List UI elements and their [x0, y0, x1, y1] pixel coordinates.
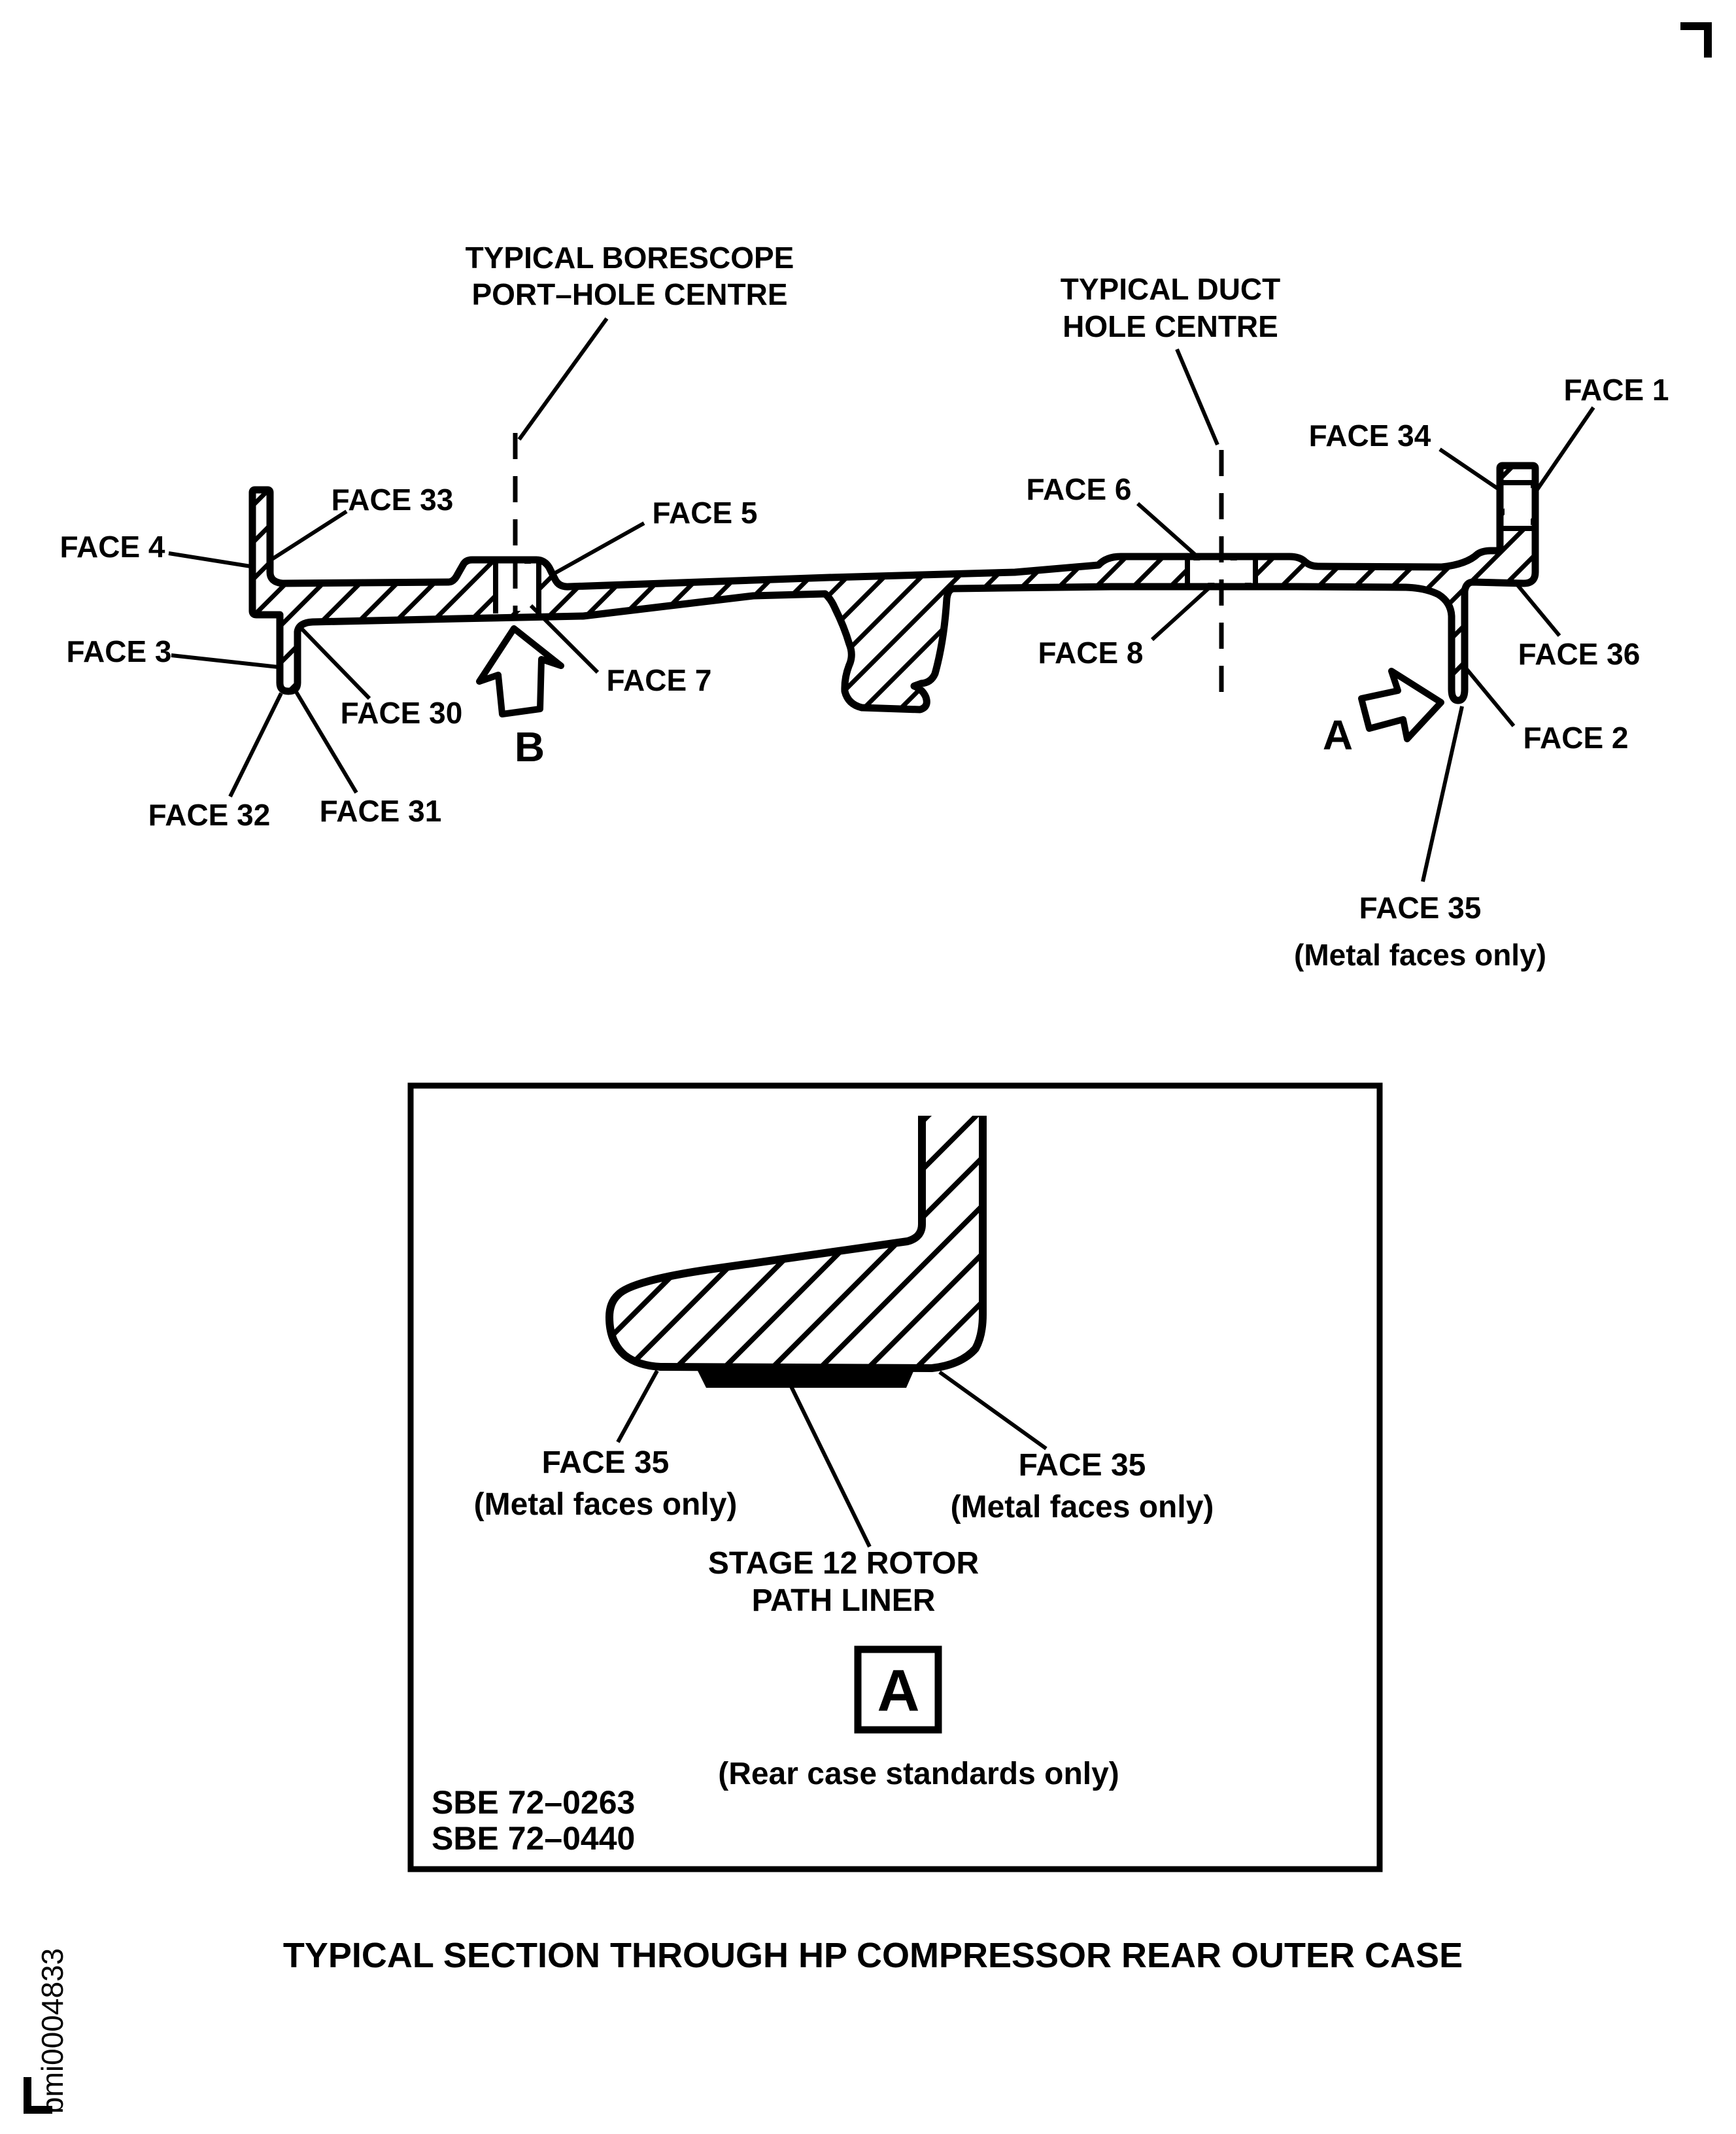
leader-face35-right [940, 1372, 1046, 1449]
view-letter-a: A [1322, 712, 1353, 759]
leader-face2 [1467, 669, 1514, 726]
label-face35-main-note: (Metal faces only) [1294, 938, 1546, 972]
leader-face34 [1440, 449, 1501, 490]
label-face31: FACE 31 [319, 794, 442, 828]
leader-face4 [169, 553, 250, 566]
right-flange-gap [1505, 485, 1531, 526]
leader-face1 [1537, 407, 1593, 490]
label-face8: FACE 8 [1038, 636, 1144, 670]
label-face35-main: FACE 35 [1359, 891, 1482, 925]
label-face4: FACE 4 [60, 530, 165, 564]
leader-duct-note [1177, 349, 1217, 445]
figure-caption: TYPICAL SECTION THROUGH HP COMPRESSOR REAR OUTER CASE [282, 1936, 1463, 1975]
detail-view-a [411, 1086, 1380, 1869]
detail-label-liner-line2: PATH LINER [751, 1583, 936, 1618]
label-face36: FACE 36 [1518, 637, 1641, 671]
leader-face35-main [1423, 706, 1462, 882]
leader-face6 [1138, 504, 1197, 556]
rotor-path-liner [696, 1367, 915, 1388]
leader-borescope-note [519, 318, 607, 439]
detail-label-face35-right-note: (Metal faces only) [950, 1490, 1214, 1524]
label-face1: FACE 1 [1563, 373, 1669, 407]
main-section-view [60, 241, 1669, 972]
leader-face32 [230, 693, 281, 797]
detail-label-face35-left: FACE 35 [541, 1445, 670, 1480]
leader-face33 [272, 511, 347, 559]
leader-face30 [301, 628, 369, 698]
detail-label-face35-right: FACE 35 [1018, 1448, 1146, 1483]
figure-reference-code: bmi0004833 [35, 1948, 69, 2114]
view-letter-b: B [514, 723, 545, 770]
label-face2: FACE 2 [1523, 721, 1629, 755]
label-face34: FACE 34 [1308, 419, 1431, 453]
leader-face36 [1515, 582, 1559, 636]
leader-face5 [551, 523, 644, 576]
label-face30: FACE 30 [340, 696, 463, 730]
detail-scope-note: (Rear case standards only) [718, 1757, 1119, 1791]
view-arrow-a [1361, 671, 1441, 739]
label-face32: FACE 32 [148, 798, 271, 832]
view-arrow-b [479, 628, 561, 714]
borescope-note-line1: TYPICAL BORESCOPE [465, 241, 794, 275]
standard-ref-2: SBE 72–0440 [432, 1820, 636, 1857]
label-face3: FACE 3 [66, 634, 172, 668]
leader-face35-left [618, 1371, 657, 1442]
standard-ref-1: SBE 72–0263 [432, 1784, 636, 1821]
duct-note-line1: TYPICAL DUCT [1060, 272, 1281, 306]
label-face5: FACE 5 [652, 496, 758, 530]
duct-hole-gap [1190, 560, 1253, 583]
leader-face3 [171, 655, 279, 667]
corner-mark-top-right [1680, 26, 1708, 58]
detail-label-face35-left-note: (Metal faces only) [473, 1487, 738, 1522]
borescope-note-line2: PORT–HOLE CENTRE [471, 277, 788, 311]
detail-label-liner-line1: STAGE 12 ROTOR [707, 1546, 979, 1581]
label-face7: FACE 7 [606, 663, 712, 697]
detail-section-fill [609, 1116, 983, 1368]
leader-liner [791, 1386, 870, 1547]
label-face6: FACE 6 [1026, 472, 1132, 506]
label-face33: FACE 33 [331, 483, 454, 517]
duct-note-line2: HOLE CENTRE [1063, 309, 1278, 343]
detail-marker-letter: A [877, 1659, 920, 1724]
leader-face8 [1152, 589, 1208, 640]
